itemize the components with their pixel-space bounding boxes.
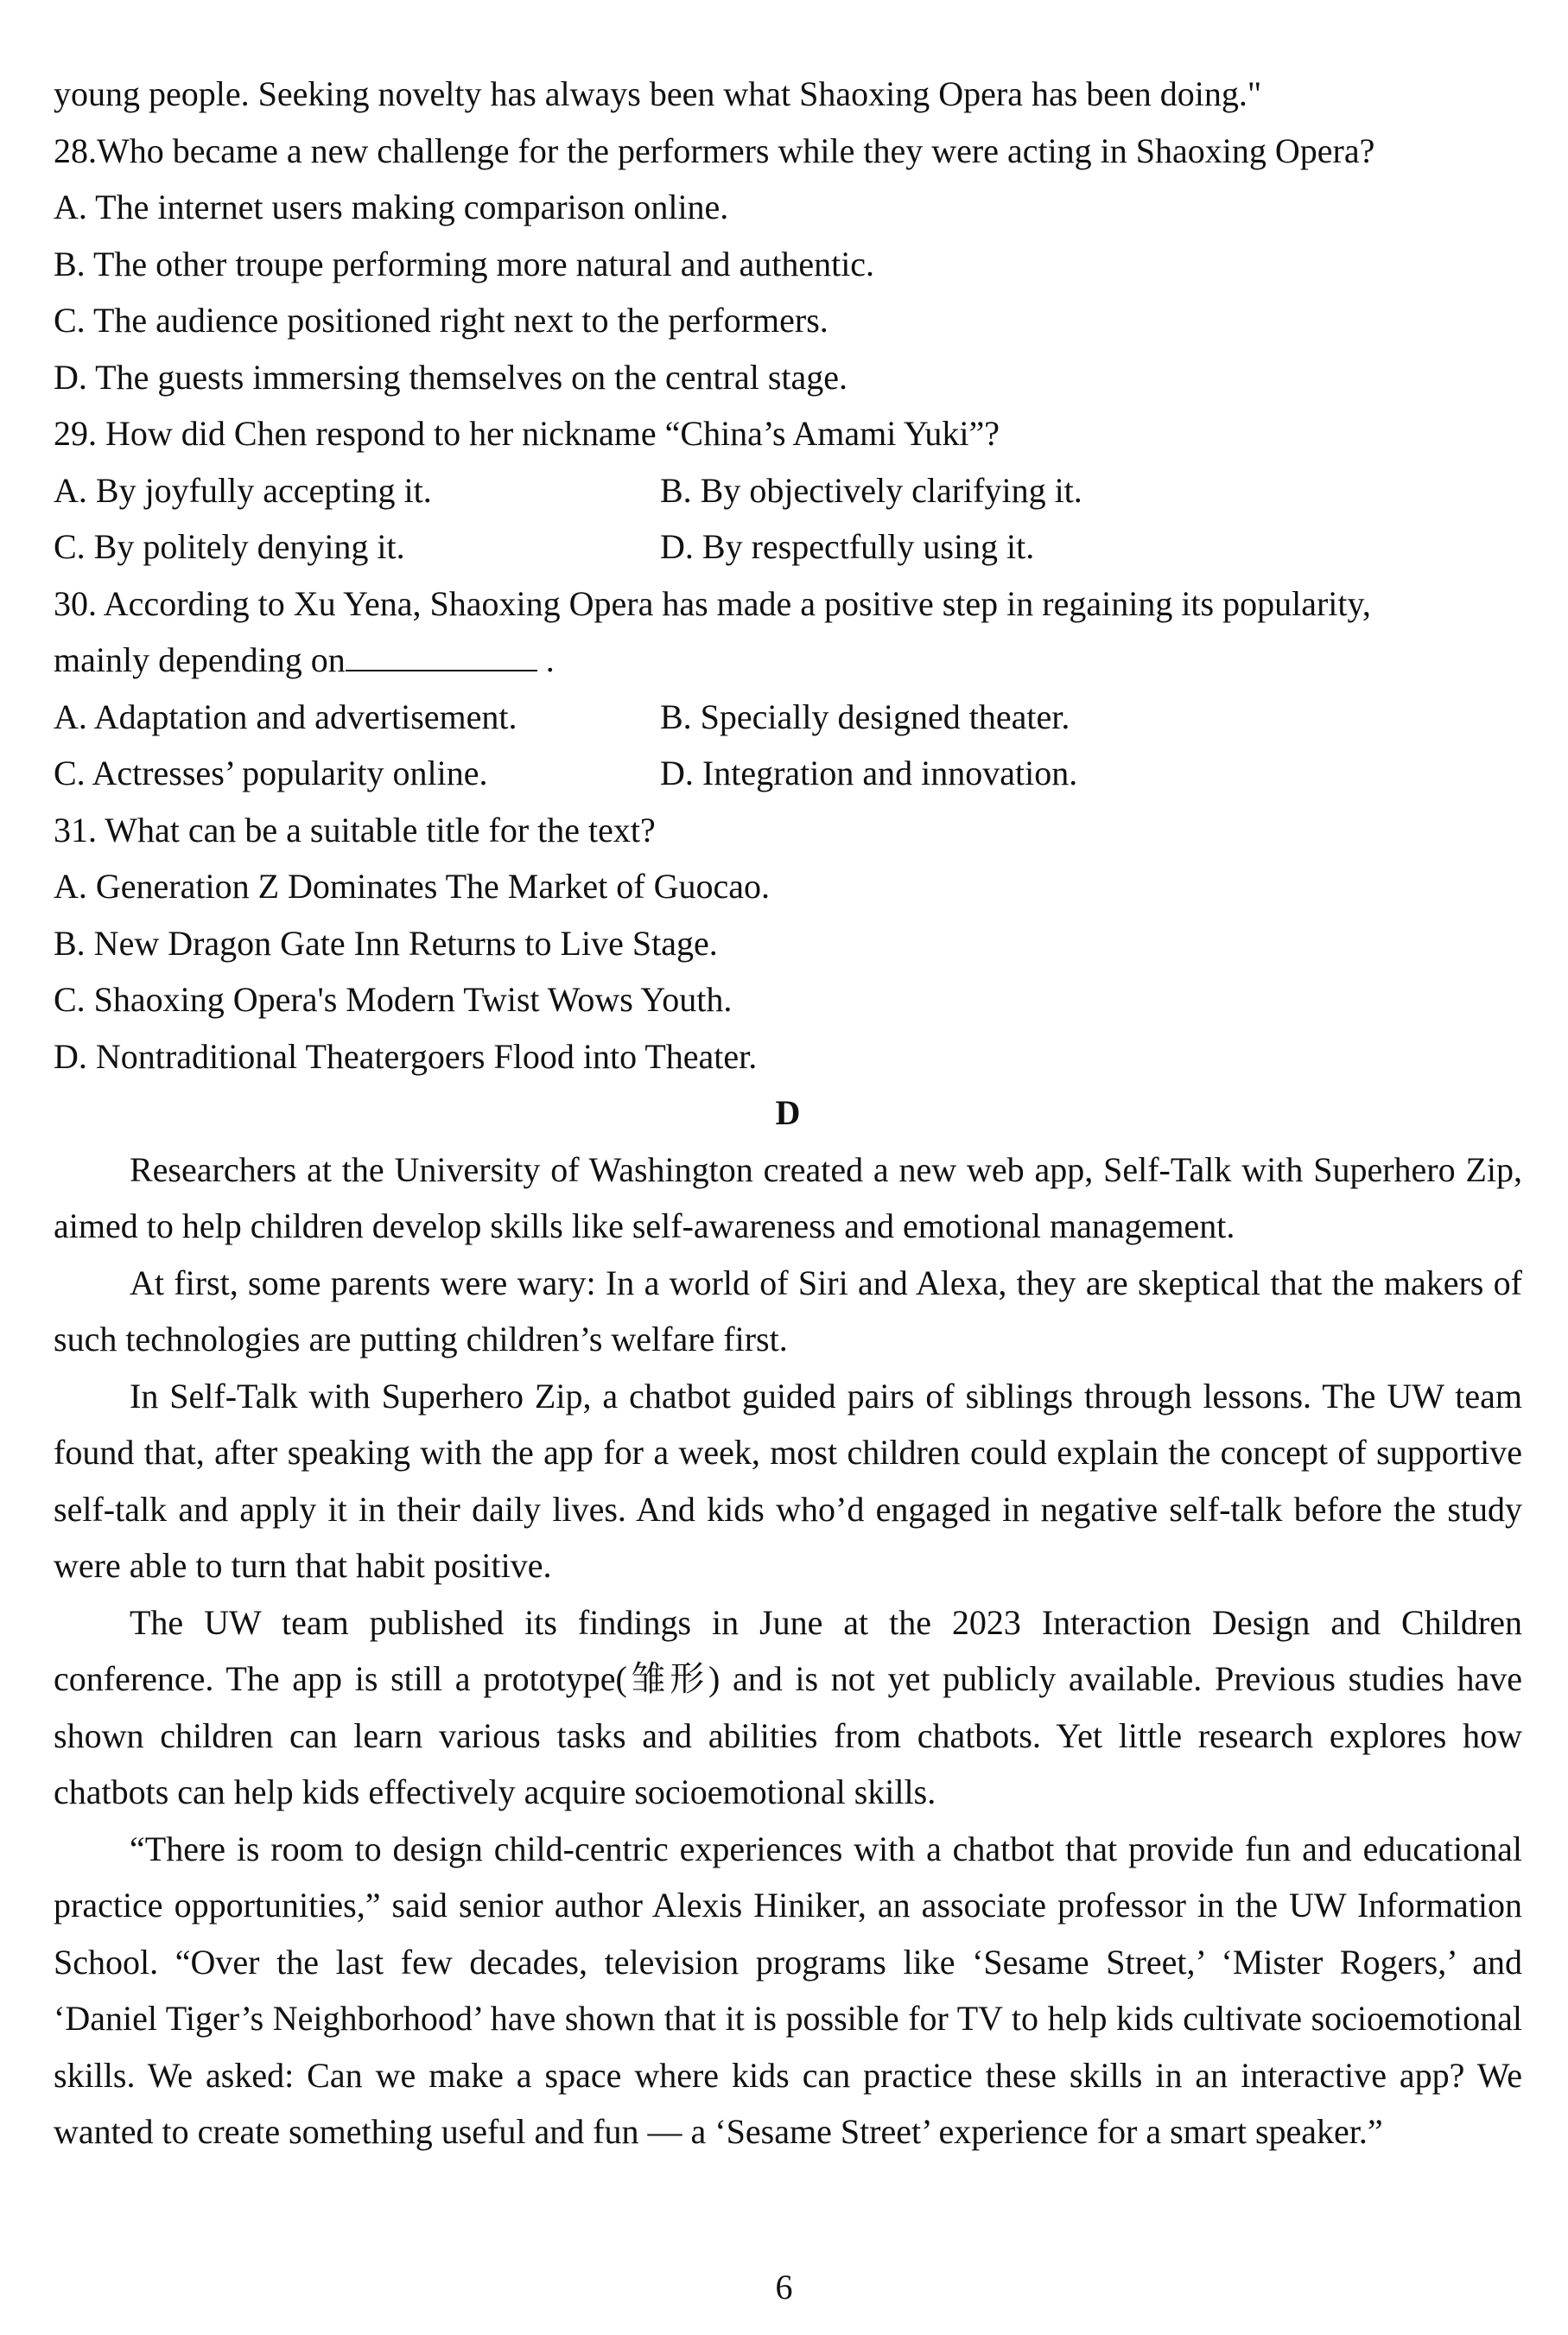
section-d-passage xyxy=(54,1142,1522,2160)
question-30-option-b: B. Specially designed theater. xyxy=(660,697,1070,736)
question-30-option-d: D. Integration and innovation. xyxy=(660,754,1078,792)
question-29 xyxy=(54,405,1522,576)
question-31-option-c: C. Shaoxing Opera's Modern Twist Wows Youth. xyxy=(54,980,733,1019)
question-31 xyxy=(54,802,1522,1085)
passage-paragraph: Researchers at the University of Washington created a new web app, Self-Talk with Superhero Zip, aimed to help children develop skills like self-awareness and emotional management. xyxy=(54,1149,1522,1245)
question-28-stem: 28.Who became a new challenge for the performers while they were acting in Shaoxing Opera? xyxy=(54,130,1375,170)
question-30-options-row-1 xyxy=(54,689,1522,746)
question-29-option-d: D. By respectfully using it. xyxy=(660,527,1035,566)
question-30-stem-end: . xyxy=(536,640,555,679)
question-28-option-d: D. The guests immersing themselves on the central stage. xyxy=(54,357,848,397)
question-30-option-a: A. Adaptation and advertisement. xyxy=(54,697,517,736)
passage-paragraph: “There is room to design child-centric experiences with a chatbot that provide fun and educational practice opportunities,” said senior author Alexis Hiniker, an associate professor in the UW Information School. “Over the last few decades, television programs like ‘Sesame Street,’ ‘Mister Rogers,’ and ‘Daniel Tiger’s Neighborhood’ have shown that it is possible for TV to help kids cultivate socioemotional skills. We asked: Can we make a space where kids can practice these skills in an interactive app? We wanted to create something useful and fun — a ‘Sesame Street’ experience for a smart speaker.” xyxy=(54,1829,1522,2151)
section-heading: D xyxy=(775,1093,801,1132)
question-31-option-d: D. Nontraditional Theatergoers Flood into Theater. xyxy=(54,1036,758,1076)
question-31-option-a: A. Generation Z Dominates The Market of Guocao. xyxy=(54,867,771,906)
passage-paragraph: In Self-Talk with Superhero Zip, a chatbot guided pairs of siblings through lessons. The UW team found that, after speaking with the app for a week, most children could explain the concept of supportive self-talk and apply it in their daily lives. And kids who’d engaged in negative self-talk before the study were able to turn that habit positive. xyxy=(54,1376,1522,1585)
question-30 xyxy=(54,576,1522,802)
question-29-option-c: C. By politely denying it. xyxy=(54,527,405,566)
question-29-options-row-2 xyxy=(54,519,1522,576)
question-30-options-row-2 xyxy=(54,745,1522,802)
passage-paragraph: At first, some parents were wary: In a world of Siri and Alexa, they are skeptical that the makers of such technologies are putting children’s welfare first. xyxy=(54,1263,1522,1358)
page-number: 6 xyxy=(775,2268,793,2306)
question-29-stem: 29. How did Chen respond to her nickname “China’s Amami Yuki”? xyxy=(54,414,1000,453)
question-28-option-c: C. The audience positioned right next to the performers. xyxy=(54,301,828,340)
question-31-option-b: B. New Dragon Gate Inn Returns to Live Stage. xyxy=(54,923,718,963)
answer-blank xyxy=(346,644,537,671)
question-28-option-b: B. The other troupe performing more natural and authentic. xyxy=(54,244,875,283)
intro-line: young people. Seeking novelty has always been what Shaoxing Opera has been doing." xyxy=(54,74,1262,113)
question-28 xyxy=(54,123,1522,406)
question-31-stem: 31. What can be a suitable title for the text? xyxy=(54,810,656,849)
question-29-option-a: A. By joyfully accepting it. xyxy=(54,470,432,510)
question-30-stem-line-1: 30. According to Xu Yena, Shaoxing Opera has made a positive step in regaining its popularity, xyxy=(54,583,1371,623)
question-30-stem-line-2 xyxy=(54,632,1522,689)
question-30-stem-text: mainly depending on xyxy=(54,640,346,679)
passage-paragraph: The UW team published its findings in June at the 2023 Interaction Design and Children conference. The app is still a prototype(雏形) and is not yet publicly available. Previous studies have shown children can learn various tasks and abilities from chatbots. Yet little research explores how chatbots can help kids effectively acquire socioemotional skills. xyxy=(54,1602,1522,1811)
question-28-option-a: A. The internet users making comparison online. xyxy=(54,188,729,226)
exam-page-content xyxy=(54,66,1522,2160)
question-29-option-b: B. By objectively clarifying it. xyxy=(660,470,1082,510)
question-29-options-row-1 xyxy=(54,462,1522,519)
question-30-option-c: C. Actresses’ popularity online. xyxy=(54,754,488,792)
